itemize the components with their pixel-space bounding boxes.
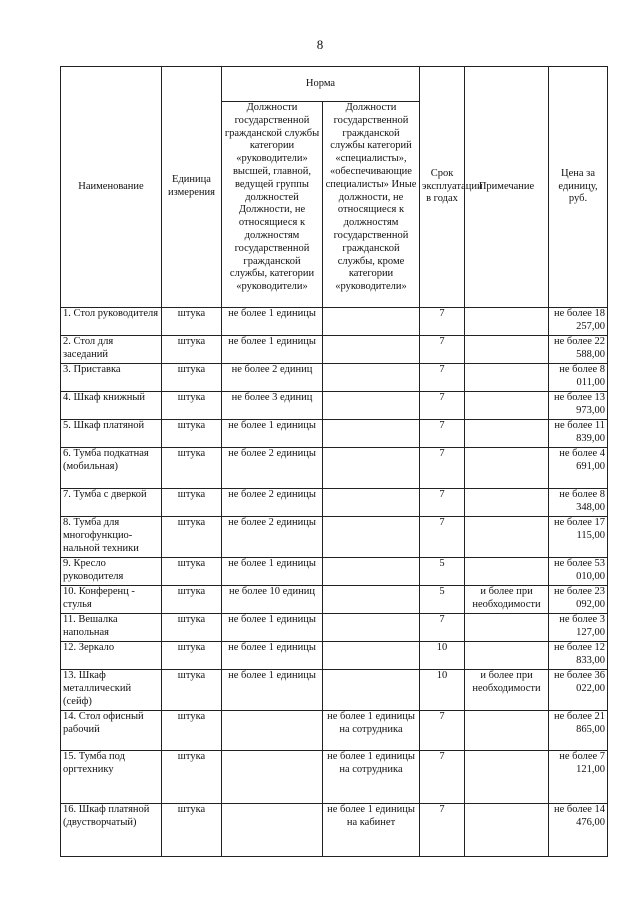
table-row — [61, 558, 608, 586]
row-name: 7. Тумба с дверкой — [61, 489, 162, 517]
page-number: 8 — [316, 37, 324, 52]
row-norm-managers — [222, 711, 323, 751]
row-unit: штука — [162, 642, 222, 670]
row-norm-managers: не более 1 единицы — [222, 308, 323, 336]
row-price: не более 13 973,00 — [549, 392, 608, 420]
row-note — [465, 804, 549, 857]
header-norm-specialists: Должности государственной гражданской службы категорий «специалисты», «обеспечивающие специалисты» Иные должности, не относящиеся к должностям государственной гражданской службы, кроме категории «руководители» — [323, 102, 420, 308]
row-name: 4. Шкаф книжный — [61, 392, 162, 420]
row-unit: штука — [162, 308, 222, 336]
row-unit: штука — [162, 420, 222, 448]
table-row — [61, 517, 608, 558]
row-term: 10 — [420, 670, 465, 711]
table-row — [61, 614, 608, 642]
row-norm-specialists: не более 1 единицы на сотрудника — [323, 711, 420, 751]
row-price: не более 7 121,00 — [549, 751, 608, 804]
row-price: не более 36 022,00 — [549, 670, 608, 711]
row-unit: штука — [162, 364, 222, 392]
table-row — [61, 670, 608, 711]
row-norm-specialists — [323, 336, 420, 364]
header-unit: Единица измерения — [162, 67, 222, 308]
header-price: Цена за единицу, руб. — [549, 67, 608, 308]
row-note — [465, 420, 549, 448]
row-norm-managers: не более 2 единицы — [222, 517, 323, 558]
table-row — [61, 489, 608, 517]
row-term: 10 — [420, 642, 465, 670]
row-norm-managers: не более 2 единицы — [222, 489, 323, 517]
row-unit: штука — [162, 392, 222, 420]
row-unit: штука — [162, 711, 222, 751]
row-name: 11. Вешалка напольная — [61, 614, 162, 642]
row-term: 7 — [420, 751, 465, 804]
row-norm-managers — [222, 804, 323, 857]
row-price: не более 3 127,00 — [549, 614, 608, 642]
row-norm-specialists — [323, 614, 420, 642]
row-norm-specialists — [323, 448, 420, 489]
row-term: 7 — [420, 614, 465, 642]
row-norm-managers: не более 1 единицы — [222, 420, 323, 448]
row-unit: штука — [162, 751, 222, 804]
row-note — [465, 614, 549, 642]
row-norm-managers: не более 3 единиц — [222, 392, 323, 420]
row-norm-specialists — [323, 489, 420, 517]
header-name: Наименование — [61, 67, 162, 308]
table-row — [61, 642, 608, 670]
table-row — [61, 336, 608, 364]
row-term: 7 — [420, 804, 465, 857]
row-note — [465, 751, 549, 804]
header-note: Примечание — [465, 67, 549, 308]
row-name: 8. Тумба для многофункцио-нальной техники — [61, 517, 162, 558]
row-note — [465, 489, 549, 517]
row-norm-managers: не более 2 единиц — [222, 364, 323, 392]
row-norm-specialists — [323, 558, 420, 586]
row-unit: штука — [162, 448, 222, 489]
row-price: не более 8 011,00 — [549, 364, 608, 392]
row-unit: штука — [162, 517, 222, 558]
header-norm-managers: Должности государственной гражданской службы категории «руководители» высшей, главной, ведущей группы должностей Должности, не относящиеся к должностям государственной гражданской службы, категории «руководители» — [222, 102, 323, 308]
row-norm-managers: не более 2 единицы — [222, 448, 323, 489]
row-norm-managers — [222, 751, 323, 804]
row-price: не более 12 833,00 — [549, 642, 608, 670]
row-term: 7 — [420, 711, 465, 751]
row-name: 15. Тумба под оргтехнику — [61, 751, 162, 804]
furniture-norms-table — [60, 66, 608, 857]
row-norm-specialists — [323, 420, 420, 448]
row-name: 2. Стол для заседаний — [61, 336, 162, 364]
row-price: не более 22 588,00 — [549, 336, 608, 364]
row-norm-specialists — [323, 586, 420, 614]
row-term: 7 — [420, 420, 465, 448]
row-note — [465, 336, 549, 364]
row-norm-managers: не более 1 единицы — [222, 558, 323, 586]
row-norm-managers: не более 1 единицы — [222, 336, 323, 364]
row-note — [465, 711, 549, 751]
table-body — [61, 308, 608, 857]
row-unit: штука — [162, 489, 222, 517]
header-norm: Норма — [222, 67, 420, 102]
table-row — [61, 448, 608, 489]
row-unit: штука — [162, 558, 222, 586]
row-term: 7 — [420, 364, 465, 392]
row-price: не более 14 476,00 — [549, 804, 608, 857]
table-row — [61, 420, 608, 448]
row-norm-specialists — [323, 517, 420, 558]
row-norm-specialists: не более 1 единицы на кабинет — [323, 804, 420, 857]
row-name: 10. Конференц - стулья — [61, 586, 162, 614]
table-row — [61, 804, 608, 857]
row-unit: штука — [162, 804, 222, 857]
header-term: Срок эксплуатации в годах — [420, 67, 465, 308]
row-note — [465, 517, 549, 558]
row-price: не более 4 691,00 — [549, 448, 608, 489]
row-name: 3. Приставка — [61, 364, 162, 392]
table-row — [61, 711, 608, 751]
row-unit: штука — [162, 670, 222, 711]
row-name: 14. Стол офисный рабочий — [61, 711, 162, 751]
row-term: 7 — [420, 392, 465, 420]
row-norm-specialists — [323, 670, 420, 711]
row-norm-managers: не более 1 единицы — [222, 614, 323, 642]
row-norm-managers: не более 1 единицы — [222, 642, 323, 670]
row-note: и более при необходимости — [465, 670, 549, 711]
row-note — [465, 558, 549, 586]
row-unit: штука — [162, 336, 222, 364]
table-row — [61, 308, 608, 336]
row-term: 7 — [420, 489, 465, 517]
row-term: 7 — [420, 308, 465, 336]
row-norm-specialists — [323, 642, 420, 670]
row-term: 5 — [420, 558, 465, 586]
table-row — [61, 392, 608, 420]
row-note — [465, 642, 549, 670]
row-norm-managers: не более 1 единицы — [222, 670, 323, 711]
row-price: не более 18 257,00 — [549, 308, 608, 336]
row-norm-managers: не более 10 единиц — [222, 586, 323, 614]
row-norm-specialists: не более 1 единицы на сотрудника — [323, 751, 420, 804]
row-note — [465, 448, 549, 489]
row-norm-specialists — [323, 308, 420, 336]
row-unit: штука — [162, 614, 222, 642]
row-note — [465, 364, 549, 392]
row-price: не более 8 348,00 — [549, 489, 608, 517]
row-norm-specialists — [323, 392, 420, 420]
table-row — [61, 586, 608, 614]
row-name: 1. Стол руководителя — [61, 308, 162, 336]
row-name: 9. Кресло руководителя — [61, 558, 162, 586]
row-note — [465, 392, 549, 420]
row-note — [465, 308, 549, 336]
row-price: не более 17 115,00 — [549, 517, 608, 558]
row-name: 5. Шкаф платяной — [61, 420, 162, 448]
table-row — [61, 751, 608, 804]
row-norm-specialists — [323, 364, 420, 392]
row-name: 6. Тумба подкатная (мобильная) — [61, 448, 162, 489]
row-price: не более 23 092,00 — [549, 586, 608, 614]
row-price: не более 53 010,00 — [549, 558, 608, 586]
row-term: 7 — [420, 448, 465, 489]
row-term: 5 — [420, 586, 465, 614]
row-term: 7 — [420, 336, 465, 364]
row-name: 12. Зеркало — [61, 642, 162, 670]
row-term: 7 — [420, 517, 465, 558]
row-unit: штука — [162, 586, 222, 614]
row-note: и более при необходимости — [465, 586, 549, 614]
row-name: 16. Шкаф платяной (двустворчатый) — [61, 804, 162, 857]
row-name: 13. Шкаф металлический (сейф) — [61, 670, 162, 711]
row-price: не более 11 839,00 — [549, 420, 608, 448]
table-row — [61, 364, 608, 392]
row-price: не более 21 865,00 — [549, 711, 608, 751]
